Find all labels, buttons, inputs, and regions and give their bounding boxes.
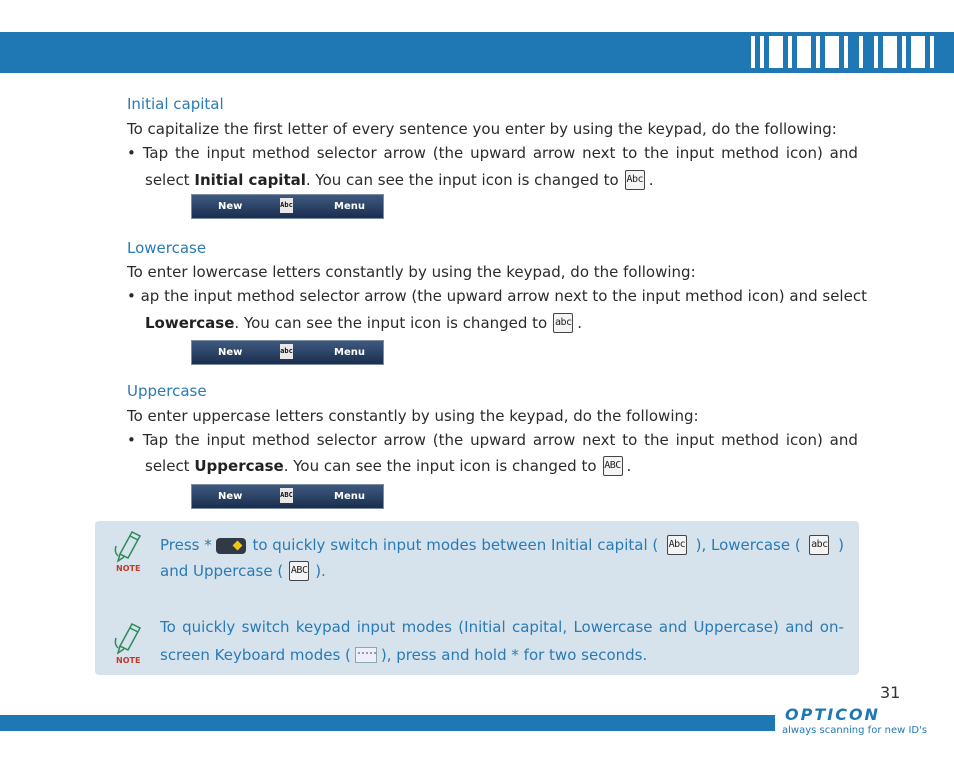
lowercase-input-icon: abc <box>553 313 573 333</box>
softbar-uppercase <box>191 484 384 509</box>
lowercase-bold: Lowercase <box>145 314 235 332</box>
lowercase-bullet-continuation: Lowercase . You can see the input icon is changed to abc . <box>145 314 583 332</box>
initial-bullet-continuation: select Initial capital . You can see the input icon is changed to Abc . <box>145 171 654 189</box>
softbar-initial <box>191 194 384 219</box>
initial-capital-input-icon: Abc <box>625 170 645 190</box>
note1-text: Press * to quickly switch input modes between Initial capital ( Abc ), Lowercase ( abc ) and Uppercase ( ABC ). <box>160 536 844 580</box>
note-lowercase-icon: abc <box>809 535 829 555</box>
softbar-new-label: New <box>218 201 243 212</box>
note-initial-capital-icon: Abc <box>667 535 687 555</box>
note-uppercase-icon: ABC <box>289 561 309 581</box>
barcode-graphic <box>751 36 934 68</box>
lowercase-intro: To enter lowercase letters constantly by using the keypad, do the following: <box>127 263 696 281</box>
initial-bullet-line: • Tap the input method selector arrow (the upward arrow next to the input method icon) and <box>127 144 858 162</box>
brand-tagline: always scanning for new ID's <box>782 725 928 736</box>
keyboard-icon <box>355 647 377 663</box>
uppercase-bold: Uppercase <box>194 457 284 475</box>
page-number: 31 <box>880 683 901 702</box>
section-title-initial-capital: Initial capital <box>127 95 224 113</box>
softbar-lowercase <box>191 340 384 365</box>
softbar-menu-label: Menu <box>334 201 365 212</box>
softbar-new-label: New <box>218 347 243 358</box>
uppercase-bullet-continuation: select Uppercase . You can see the input icon is changed to ABC . <box>145 457 632 475</box>
footer-bar <box>0 715 775 731</box>
note-pencil-icon <box>112 528 148 576</box>
initial-capital-bold: Initial capital <box>194 171 306 189</box>
note-pencil-icon <box>112 620 148 668</box>
windows-star-key-icon <box>216 538 246 554</box>
softbar-input-icon: abc <box>280 344 293 359</box>
uppercase-intro: To enter uppercase letters constantly by using the keypad, do the following: <box>127 407 699 425</box>
initial-intro: To capitalize the first letter of every sentence you enter by using the keypad, do the following: <box>127 120 837 138</box>
section-title-uppercase: Uppercase <box>127 382 207 400</box>
opticon-logo: OPTICON <box>785 705 880 724</box>
note-label: NOTE <box>116 564 141 573</box>
note-label: NOTE <box>116 656 141 665</box>
softbar-menu-label: Menu <box>334 347 365 358</box>
note2-text: To quickly switch keypad input modes (Initial capital, Lowercase and Uppercase) and on- screen Keyboard modes ( ), press and hold * for two seconds. <box>160 618 844 664</box>
uppercase-input-icon: ABC <box>603 456 623 476</box>
softbar-input-icon: Abc <box>280 198 293 213</box>
uppercase-bullet-line: • Tap the input method selector arrow (the upward arrow next to the input method icon) and <box>127 431 858 449</box>
section-title-lowercase: Lowercase <box>127 239 207 257</box>
softbar-input-icon: ABC <box>280 488 293 503</box>
softbar-new-label: New <box>218 491 243 502</box>
softbar-menu-label: Menu <box>334 491 365 502</box>
lowercase-bullet-line: • ap the input method selector arrow (the upward arrow next to the input method icon) and select <box>127 287 867 305</box>
